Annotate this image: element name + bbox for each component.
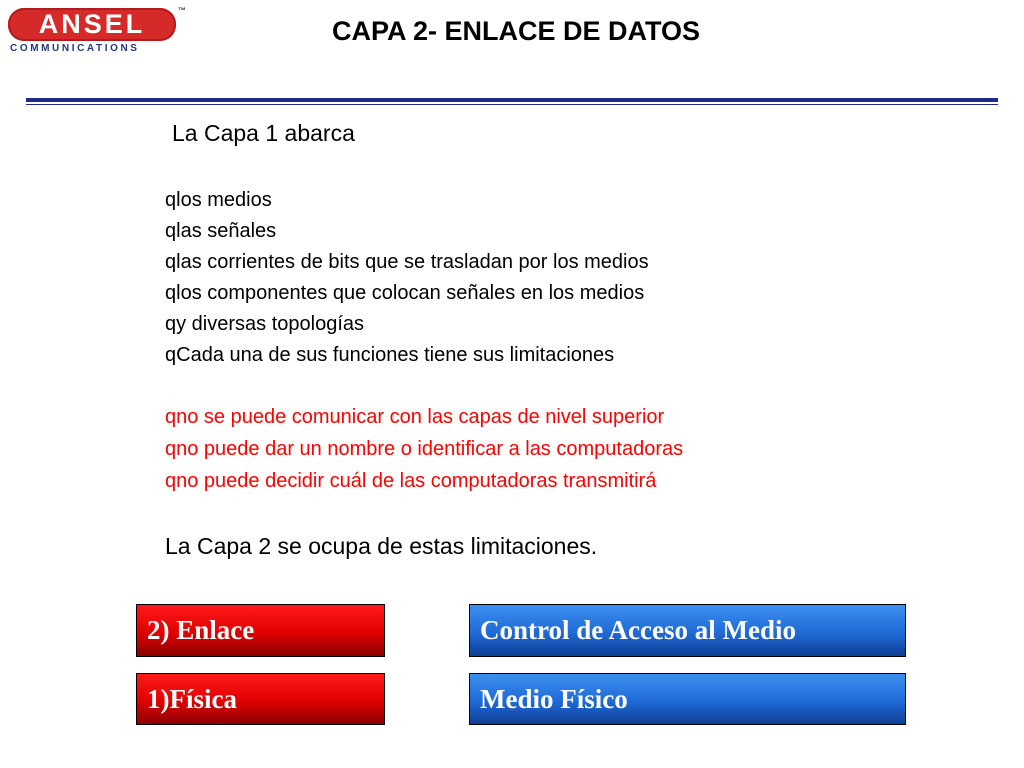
layer1-fisica-box: 1)Física (136, 673, 385, 725)
slide-title: CAPA 2- ENLACE DE DATOS (331, 16, 701, 46)
layer2-enlace-box: 2) Enlace (136, 604, 385, 657)
layer1-features-list (165, 185, 649, 371)
layer1-limitations-list (165, 401, 683, 497)
header-divider-thin (26, 104, 998, 105)
list-item: qCada una de sus funciones tiene sus limitaciones (165, 344, 615, 366)
list-item: qno puede dar un nombre o identificar a las computadoras (165, 438, 684, 460)
list-item: qno se puede comunicar con las capas de nivel superior (165, 406, 665, 428)
logo-trademark: ™ (178, 6, 186, 15)
list-item: qlos medios (165, 189, 272, 211)
list-item: qy diversas topologías (165, 313, 365, 335)
logo-wordmark: ANSEL (38, 9, 146, 39)
mac-box: Control de Acceso al Medio (469, 604, 906, 657)
list-item: qlas señales (165, 220, 277, 242)
header-divider (26, 98, 998, 102)
list-item: qno puede decidir cuál de las computadoras transmitirá (165, 470, 657, 492)
physical-medium-box: Medio Físico (469, 673, 906, 725)
logo-subtitle: COMMUNICATIONS (10, 43, 140, 54)
intro-text: La Capa 1 abarca (172, 120, 355, 146)
conclusion-text: La Capa 2 se ocupa de estas limitaciones. (165, 533, 598, 559)
list-item: qlas corrientes de bits que se trasladan por los medios (165, 251, 649, 273)
list-item: qlos componentes que colocan señales en los medios (165, 282, 645, 304)
